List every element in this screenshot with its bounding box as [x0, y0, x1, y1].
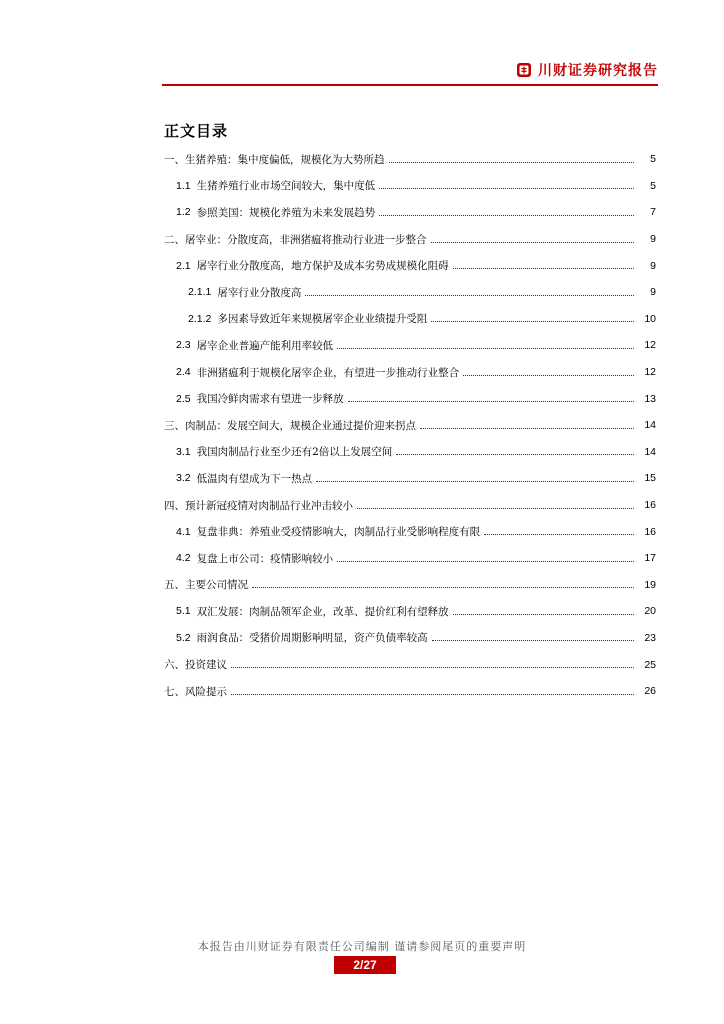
toc-entry[interactable] [164, 332, 656, 359]
toc-leader-dots [396, 454, 634, 455]
toc-entry-page: 16 [644, 525, 656, 538]
toc-leader-dots [453, 614, 634, 615]
toc-entry[interactable] [164, 465, 656, 492]
toc-entry-page: 15 [644, 472, 656, 485]
toc-entry[interactable] [164, 492, 656, 519]
toc-entry-number: 2.1 [176, 259, 191, 272]
toc-entry-label: 一、生猪养殖：集中度偏低，规模化为大势所趋 [164, 153, 385, 166]
toc-entry-number: 2.5 [176, 392, 191, 405]
toc-entry[interactable] [164, 678, 656, 705]
toc-leader-dots [484, 534, 634, 535]
toc-entry-label: 六、投资建议 [164, 659, 227, 672]
toc-entry-page: 26 [644, 685, 656, 698]
toc-entry-page: 5 [650, 153, 656, 166]
toc-entry-page: 23 [644, 631, 656, 644]
toc-entry-label: 我国肉制品行业至少还有2倍以上发展空间 [196, 446, 393, 459]
toc-entry-page: 9 [650, 233, 656, 246]
toc-entry[interactable] [164, 359, 656, 386]
toc-entry-label: 屠宰企业普遍产能利用率较低 [196, 339, 334, 352]
toc-leader-dots [453, 268, 634, 269]
toc-entry-page: 13 [644, 392, 656, 405]
toc-entry-number: 2.1.2 [188, 312, 212, 325]
toc-entry[interactable] [164, 279, 656, 306]
toc-entry[interactable] [164, 226, 656, 253]
toc-entry-page: 16 [644, 499, 656, 512]
toc-entry-label: 多因素导致近年来规模屠宰企业业绩提升受阻 [217, 313, 428, 326]
toc-entry[interactable] [164, 173, 656, 200]
toc-leader-dots [337, 348, 634, 349]
toc-leader-dots [252, 587, 634, 588]
toc-entry-label: 非洲猪瘟利于规模化屠宰企业，有望进一步推动行业整合 [196, 366, 460, 379]
page-header [162, 54, 658, 86]
toc-entry[interactable] [164, 199, 656, 226]
toc-entry-page: 19 [644, 578, 656, 591]
toc-entry[interactable] [164, 412, 656, 439]
toc-entry-label: 复盘非典：养殖业受疫情影响大，肉制品行业受影响程度有限 [196, 526, 481, 539]
toc-entry[interactable] [164, 385, 656, 412]
toc-entry-number: 3.2 [176, 472, 191, 485]
toc-entry[interactable] [164, 439, 656, 466]
toc-entry[interactable] [164, 306, 656, 333]
toc-entry-page: 5 [650, 179, 656, 192]
toc-leader-dots [357, 508, 634, 509]
toc-entry[interactable] [164, 625, 656, 652]
toc-entry-label: 四、预计新冠疫情对肉制品行业冲击较小 [164, 499, 353, 512]
toc-leader-dots [432, 640, 634, 641]
toc-entry[interactable] [164, 518, 656, 545]
page-number: 2/27 [334, 956, 396, 974]
toc-entry-label: 双汇发展：肉制品领军企业，改革、提价红利有望释放 [196, 605, 449, 618]
toc-leader-dots [316, 481, 634, 482]
toc-entry-page: 14 [644, 445, 656, 458]
toc-entry-label: 屠宰行业分散度高 [217, 286, 302, 299]
toc-entry-label: 雨润食品：受猪价周期影响明显，资产负债率较高 [196, 632, 428, 645]
toc-leader-dots [231, 667, 634, 668]
toc-entry-number: 4.2 [176, 552, 191, 565]
toc-entry-number: 1.2 [176, 206, 191, 219]
toc-leader-dots [420, 428, 634, 429]
toc-entry-label: 二、屠宰业：分散度高，非洲猪瘟将推动行业进一步整合 [164, 233, 427, 246]
toc-entry-number: 5.1 [176, 605, 191, 618]
toc-entry-label: 生猪养殖行业市场空间较大，集中度低 [196, 180, 376, 193]
toc-entry-label: 参照美国：规模化养殖为未来发展趋势 [196, 206, 376, 219]
toc-entry[interactable] [164, 252, 656, 279]
toc-entry-page: 12 [644, 339, 656, 352]
toc-entry-label: 七、风险提示 [164, 685, 227, 698]
toc-entry-label: 三、肉制品：发展空间大，规模企业通过提价迎来拐点 [164, 419, 416, 432]
brand [516, 60, 658, 80]
toc-entry-page: 25 [644, 658, 656, 671]
brand-name: 川财证券研究报告 [538, 63, 658, 79]
toc-entry[interactable] [164, 545, 656, 572]
toc-entry-label: 低温肉有望成为下一热点 [196, 472, 313, 485]
toc-entry[interactable] [164, 651, 656, 678]
toc-entry[interactable] [164, 598, 656, 625]
toc-entry-label: 五、主要公司情况 [164, 579, 248, 592]
toc-leader-dots [463, 375, 634, 376]
toc-leader-dots [379, 215, 634, 216]
toc-leader-dots [431, 242, 635, 243]
toc-entry-label: 我国冷鲜肉需求有望进一步释放 [196, 393, 344, 406]
toc-leader-dots [389, 162, 635, 163]
toc-entry-label: 屠宰行业分散度高，地方保护及成本劣势成规模化阻碍 [196, 260, 449, 273]
toc-entry-page: 10 [644, 312, 656, 325]
table-of-contents [164, 146, 656, 704]
toc-entry-page: 9 [650, 259, 656, 272]
toc-entry-number: 2.1.1 [188, 286, 212, 299]
toc-entry-page: 14 [644, 419, 656, 432]
toc-entry-number: 2.3 [176, 339, 191, 352]
toc-entry-page: 17 [644, 552, 656, 565]
toc-title: 正文目录 [164, 122, 229, 140]
toc-entry-page: 12 [644, 366, 656, 379]
footer-disclaimer: 本报告由川财证券有限责任公司编制 谨请参阅尾页的重要声明 [197, 940, 527, 953]
toc-entry[interactable] [164, 572, 656, 599]
toc-leader-dots [431, 321, 634, 322]
toc-leader-dots [379, 188, 634, 189]
toc-entry-label: 复盘上市公司：疫情影响较小 [196, 552, 334, 565]
toc-entry[interactable] [164, 146, 656, 173]
header-rule [162, 84, 658, 86]
toc-leader-dots [337, 561, 634, 562]
toc-entry-page: 7 [650, 206, 656, 219]
toc-entry-page: 20 [644, 605, 656, 618]
toc-leader-dots [305, 295, 634, 296]
toc-entry-page: 9 [650, 286, 656, 299]
toc-entry-number: 4.1 [176, 525, 191, 538]
toc-entry-number: 3.1 [176, 445, 191, 458]
toc-entry-number: 5.2 [176, 631, 191, 644]
toc-leader-dots [348, 401, 634, 402]
toc-entry-number: 1.1 [176, 179, 191, 192]
brokerage-logo-icon [516, 62, 532, 78]
toc-leader-dots [231, 694, 634, 695]
toc-entry-number: 2.4 [176, 366, 191, 379]
